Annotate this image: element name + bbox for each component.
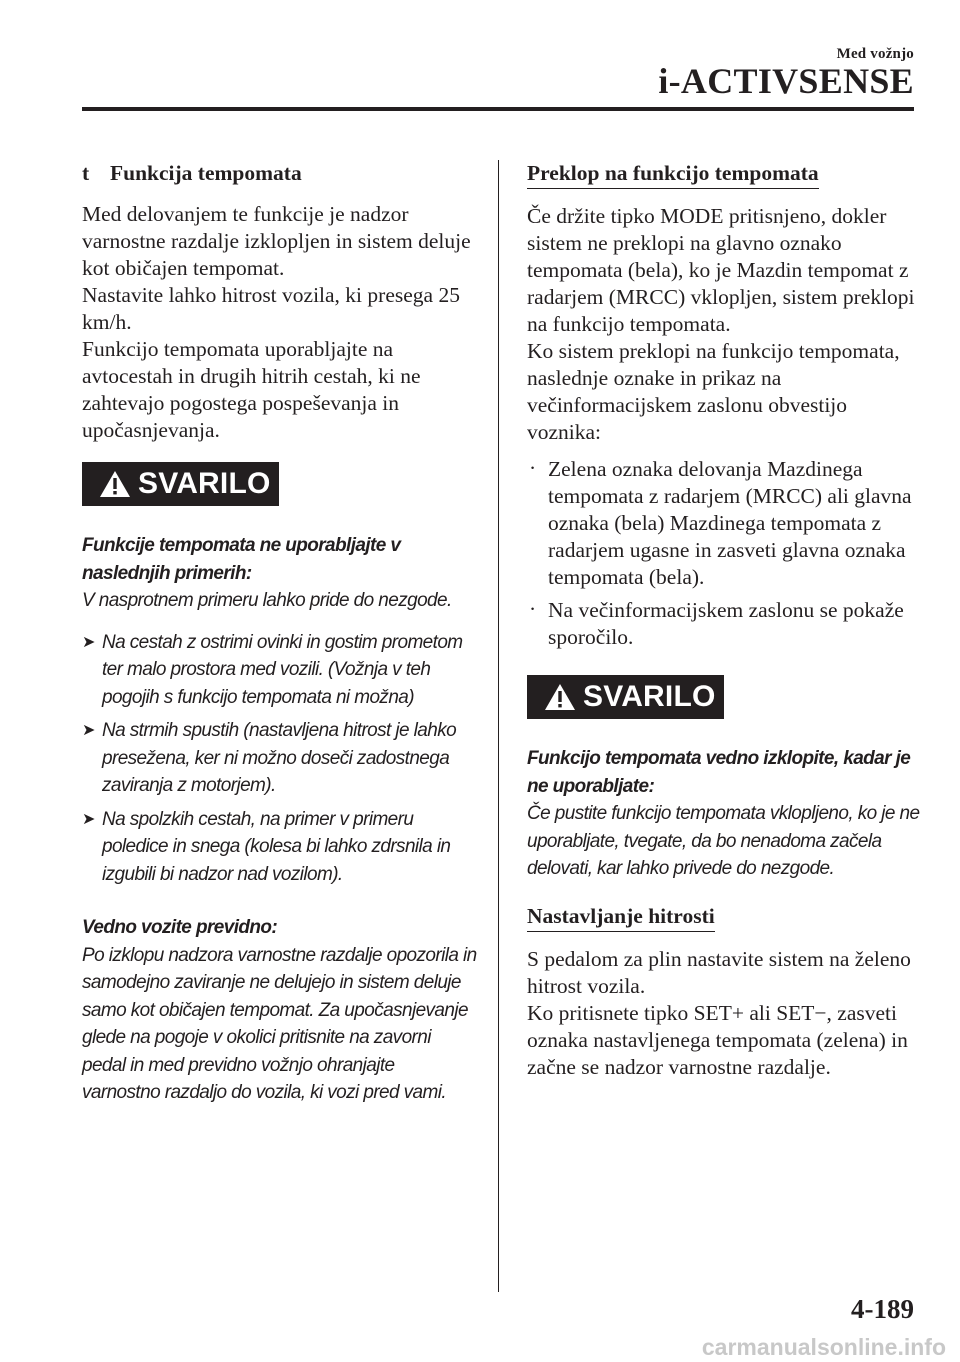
intro-paragraph: Med delovanjem te funkcije je nadzor varnostne razdalje izklopljen in sistem deluje kot običajen tempomat. <box>82 202 471 280</box>
caution-text: Po izklopu nadzora varnostne razdalje opozorila in samodejno zaviranje ne delujejo in sistem deluje samo kot običajen tempomat. Za upočasnjevanje glede na pogoje v okolici pritisnite na zavorni pedal in med previdno vožnjo ohranjajte varnostno razdaljo do vozila, ki vozi pred vami. <box>82 944 477 1103</box>
arrow-bullet-icon: ➤ <box>82 810 95 828</box>
chapter-title: i-ACTIVSENSE <box>658 61 914 101</box>
page-number: 4-189 <box>851 1294 914 1324</box>
warning-badge <box>82 462 279 506</box>
warning-title: Funkcije tempomata ne uporabljajte v naslednjih primerih: <box>82 535 401 584</box>
warning-list <box>82 629 477 889</box>
warning-label: SVARILO <box>583 680 716 713</box>
header-rule <box>82 107 914 111</box>
section-heading <box>82 160 477 187</box>
chapter-subtitle: Med vožnjo <box>836 46 914 62</box>
column-divider <box>498 160 499 1292</box>
list-item: ➤ Na strmih spustih (nastavljena hitrost je lahko presežena, ker ni možno doseči zadostnega zaviranja z motorjem). <box>82 717 477 800</box>
speed-paragraph: S pedalom za plin nastavite sistem na želeno hitrost vozila. <box>527 946 911 998</box>
watermark: carmanualsonline.info <box>701 1334 946 1360</box>
left-column <box>82 160 477 1107</box>
warning-triangle-icon <box>98 469 132 499</box>
switch-heading: Preklop na funkcijo tempomata <box>527 160 819 189</box>
warning-text: V nasprotnem primeru lahko pride do nezgode. <box>82 590 452 611</box>
switch-list <box>527 456 922 651</box>
speed-paragraph: Ko pritisnete tipko SET+ ali SET−, zasveti oznaka nastavljenega tempomata (zelena) in začne se nadzor varnostne razdalje. <box>527 1000 908 1079</box>
right-column <box>527 160 922 1081</box>
dot-bullet-icon: · <box>529 456 537 480</box>
warning-label: SVARILO <box>138 467 271 500</box>
list-item: ➤ Na spolzkih cestah, na primer v primeru poledice in snega (kolesa bi lahko zdrsnila in izgubili bi nadzor nad vozilom). <box>82 806 477 889</box>
arrow-bullet-icon: ➤ <box>82 722 95 739</box>
warning-badge <box>527 675 724 719</box>
section-bullet-icon: t <box>82 161 90 185</box>
speed-heading: Nastavljanje hitrosti <box>527 903 715 932</box>
switch-paragraph: Ko sistem preklopi na funkcijo tempomata, naslednje oznake in prikaz na večinformacijskem zaslonu obvestijo voznika: <box>527 339 900 444</box>
warning-text: Če pustite funkcijo tempomata vklopljeno, ko je ne uporabljate, tvegate, da bo nenadoma začela delovati, kar lahko privede do nezgode. <box>527 803 920 879</box>
dot-bullet-icon: · <box>529 597 537 621</box>
list-item: · Na večinformacijskem zaslonu se pokaže sporočilo. <box>529 597 904 649</box>
warning-triangle-icon <box>543 682 577 712</box>
intro-paragraph: Funkcijo tempomata uporabljajte na avtocestah in drugih hitrih cestah, ki ne zahtevajo pogostega pospeševanja in upočasnjevanja. <box>82 337 421 442</box>
list-item: · Zelena oznaka delovanja Mazdinega tempomata z radarjem (MRCC) ali glavna oznaka (bela) Mazdinega tempomata z radarjem ugasne in zasveti glavna oznaka tempomata (bela). <box>529 456 912 589</box>
warning-title: Funkcijo tempomata vedno izklopite, kadar je ne uporabljate: <box>527 748 911 797</box>
list-item: ➤ Na cestah z ostrimi ovinki in gostim prometom ter malo prostora med vozili. (Vožnja v teh pogojih s funkcijo tempomata ni možna) <box>82 629 477 712</box>
intro-paragraph: Nastavite lahko hitrost vozila, ki presega 25 km/h. <box>82 283 460 334</box>
caution-title: Vedno vozite previdno: <box>82 917 278 938</box>
switch-paragraph: Če držite tipko MODE pritisnjeno, dokler sistem ne preklopi na glavno oznako tempomata (bela), ko je Mazdin tempomat z radarjem (MRCC) vklopljen, sistem preklopi na funkcijo tempomata. <box>527 204 915 336</box>
arrow-bullet-icon: ➤ <box>82 633 95 651</box>
section-title: Funkcija tempomata <box>110 161 302 185</box>
